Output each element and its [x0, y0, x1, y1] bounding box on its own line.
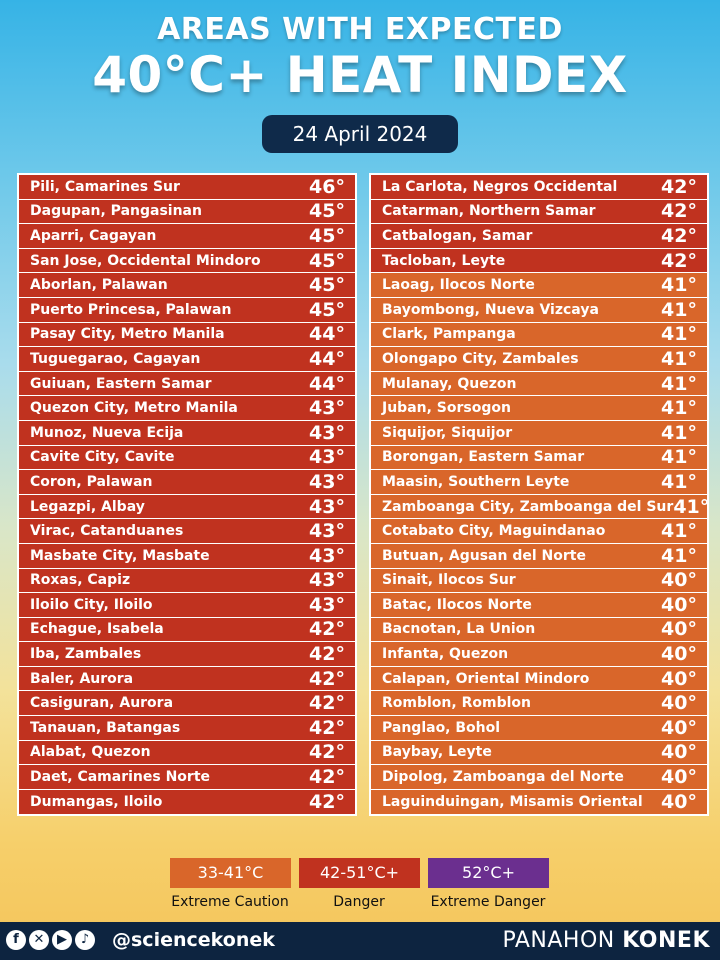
heat-index-value: 43° — [309, 544, 345, 567]
list-item — [371, 495, 710, 520]
list-item — [19, 273, 355, 298]
list-item — [19, 618, 355, 643]
list-item — [371, 298, 707, 323]
heat-index-value: 42° — [309, 667, 345, 690]
list-item — [19, 249, 355, 274]
heat-index-value: 41° — [661, 421, 697, 444]
list-item — [19, 175, 355, 200]
heat-index-value: 45° — [309, 200, 345, 223]
list-item — [19, 495, 355, 520]
place-name: Virac, Catanduanes — [30, 523, 184, 540]
place-name: Munoz, Nueva Ecija — [30, 424, 184, 441]
heat-index-value: 40° — [661, 593, 697, 616]
list-item — [371, 716, 707, 741]
place-name: Coron, Palawan — [30, 473, 153, 490]
heat-index-value: 45° — [309, 249, 345, 272]
list-item — [371, 569, 707, 594]
place-name: Maasin, Southern Leyte — [382, 473, 570, 490]
list-item — [19, 765, 355, 790]
list-item — [371, 667, 707, 692]
list-item — [19, 396, 355, 421]
place-name: Quezon City, Metro Manila — [30, 400, 238, 417]
place-name: Juban, Sorsogon — [382, 400, 511, 417]
place-name: Tanauan, Batangas — [30, 719, 181, 736]
heat-index-value: 45° — [309, 298, 345, 321]
list-item — [19, 593, 355, 618]
heat-index-value: 41° — [661, 397, 697, 420]
heat-index-value: 42° — [661, 200, 697, 223]
place-name: Laoag, Ilocos Norte — [382, 277, 535, 294]
heat-index-value: 40° — [661, 618, 697, 641]
list-item — [19, 323, 355, 348]
heat-index-value: 41° — [661, 372, 697, 395]
heat-index-value: 40° — [661, 643, 697, 666]
heat-index-value: 41° — [673, 495, 710, 518]
legend-extreme-box: 52°C+ — [428, 858, 549, 888]
place-name: Baler, Aurora — [30, 670, 134, 687]
list-item — [19, 716, 355, 741]
date-pill: 24 April 2024 — [262, 115, 458, 153]
heat-index-value: 43° — [309, 495, 345, 518]
list-item — [371, 470, 707, 495]
brand-part-1: PANAHON — [502, 928, 623, 953]
place-name: Bacnotan, La Union — [382, 621, 536, 638]
place-name: Dagupan, Pangasinan — [30, 203, 202, 220]
list-item — [371, 323, 707, 348]
footer-bar — [0, 922, 720, 960]
heat-index-value: 42° — [309, 643, 345, 666]
place-name: Siquijor, Siquijor — [382, 424, 513, 441]
place-name: Calapan, Oriental Mindoro — [382, 670, 590, 687]
list-item — [19, 298, 355, 323]
place-name: Legazpi, Albay — [30, 498, 145, 515]
list-item — [371, 175, 707, 200]
place-name: San Jose, Occidental Mindoro — [30, 252, 261, 269]
list-item — [371, 446, 707, 471]
place-name: Puerto Princesa, Palawan — [30, 301, 232, 318]
heat-index-value: 44° — [309, 372, 345, 395]
place-name: Panglao, Bohol — [382, 719, 501, 736]
title-line-2: 40°C+ HEAT INDEX — [92, 46, 628, 104]
place-name: Casiguran, Aurora — [30, 695, 174, 712]
heat-index-value: 40° — [661, 766, 697, 789]
list-item — [371, 421, 707, 446]
heat-index-value: 42° — [309, 766, 345, 789]
heat-index-value: 42° — [661, 249, 697, 272]
list-item — [371, 224, 707, 249]
heat-index-value: 41° — [661, 323, 697, 346]
right-column-list — [369, 173, 709, 816]
left-column-list — [17, 173, 357, 816]
heat-index-value: 42° — [309, 692, 345, 715]
list-item — [19, 790, 355, 815]
heat-index-value: 41° — [661, 298, 697, 321]
place-name: Bayombong, Nueva Vizcaya — [382, 301, 599, 318]
list-item — [19, 741, 355, 766]
heat-index-value: 41° — [661, 470, 697, 493]
place-name: Romblon, Romblon — [382, 695, 531, 712]
legend-extreme-label: Extreme Danger — [430, 894, 546, 910]
heat-index-value: 40° — [661, 741, 697, 764]
place-name: Dumangas, Iloilo — [30, 794, 163, 811]
place-name: Zamboanga City, Zamboanga del Sur — [382, 498, 674, 515]
list-item — [19, 642, 355, 667]
place-name: Mulanay, Quezon — [382, 375, 517, 392]
place-name: Pasay City, Metro Manila — [30, 326, 225, 343]
heat-index-value: 42° — [309, 716, 345, 739]
social-handle[interactable]: @sciencekonek — [112, 929, 275, 951]
heat-index-value: 41° — [661, 544, 697, 567]
list-item — [19, 569, 355, 594]
place-name: La Carlota, Negros Occidental — [382, 178, 618, 195]
heat-index-value: 44° — [309, 323, 345, 346]
heat-index-value: 42° — [309, 791, 345, 814]
place-name: Iba, Zambales — [30, 646, 142, 663]
list-item — [19, 347, 355, 372]
place-name: Clark, Pampanga — [382, 326, 516, 343]
heat-index-value: 41° — [661, 274, 697, 297]
place-name: Olongapo City, Zambales — [382, 350, 579, 367]
place-name: Guiuan, Eastern Samar — [30, 375, 212, 392]
place-name: Pili, Camarines Sur — [30, 178, 180, 195]
heat-index-value: 41° — [661, 446, 697, 469]
list-item — [19, 200, 355, 225]
heat-index-value: 40° — [661, 667, 697, 690]
heat-index-value: 40° — [661, 791, 697, 814]
brand-part-2: KONEK — [622, 928, 710, 953]
social-icons — [6, 930, 95, 950]
heat-index-value: 42° — [661, 224, 697, 247]
place-name: Tacloban, Leyte — [382, 252, 506, 269]
list-item — [371, 642, 707, 667]
list-item — [371, 519, 707, 544]
list-item — [19, 667, 355, 692]
place-name: Daet, Camarines Norte — [30, 769, 211, 786]
place-name: Catbalogan, Samar — [382, 227, 533, 244]
list-item — [19, 372, 355, 397]
heat-index-value: 45° — [309, 224, 345, 247]
place-name: Aparri, Cagayan — [30, 227, 157, 244]
place-name: Aborlan, Palawan — [30, 277, 168, 294]
heat-index-value: 44° — [309, 347, 345, 370]
list-item — [371, 273, 707, 298]
heat-index-value: 41° — [661, 347, 697, 370]
list-item — [371, 347, 707, 372]
list-item — [371, 372, 707, 397]
heat-index-value: 43° — [309, 397, 345, 420]
heat-index-value: 40° — [661, 692, 697, 715]
heat-index-value: 40° — [661, 716, 697, 739]
list-item — [371, 691, 707, 716]
heat-index-value: 42° — [661, 175, 697, 198]
heat-index-value: 40° — [661, 569, 697, 592]
heat-index-value: 42° — [309, 618, 345, 641]
place-name: Baybay, Leyte — [382, 744, 492, 761]
title-line-1: AREAS WITH EXPECTED — [157, 12, 563, 47]
youtube-icon[interactable]: ▶ — [52, 930, 72, 950]
place-name: Catarman, Northern Samar — [382, 203, 596, 220]
place-name: Laguinduingan, Misamis Oriental — [382, 794, 643, 811]
list-item — [19, 421, 355, 446]
heat-index-value: 46° — [309, 175, 345, 198]
list-item — [19, 544, 355, 569]
list-item — [371, 765, 707, 790]
list-item — [371, 741, 707, 766]
heat-index-value: 43° — [309, 520, 345, 543]
list-item — [19, 446, 355, 471]
list-item — [371, 544, 707, 569]
heat-index-value: 43° — [309, 470, 345, 493]
heat-index-value: 43° — [309, 593, 345, 616]
place-name: Alabat, Quezon — [30, 744, 151, 761]
place-name: Cavite City, Cavite — [30, 449, 175, 466]
list-item — [19, 691, 355, 716]
list-item — [371, 200, 707, 225]
place-name: Roxas, Capiz — [30, 572, 131, 589]
heat-index-value: 43° — [309, 569, 345, 592]
legend-danger-label: Danger — [333, 894, 385, 910]
heat-index-value: 41° — [661, 520, 697, 543]
facebook-icon[interactable]: f — [6, 930, 26, 950]
list-item — [19, 224, 355, 249]
legend-caution-label: Extreme Caution — [171, 894, 289, 910]
list-item — [371, 790, 707, 815]
list-item — [371, 618, 707, 643]
list-item — [371, 396, 707, 421]
place-name: Borongan, Eastern Samar — [382, 449, 585, 466]
list-item — [19, 519, 355, 544]
x-icon[interactable]: ✕ — [29, 930, 49, 950]
tiktok-icon[interactable]: ♪ — [75, 930, 95, 950]
place-name: Iloilo City, Iloilo — [30, 596, 153, 613]
place-name: Tuguegarao, Cagayan — [30, 350, 201, 367]
place-name: Cotabato City, Maguindanao — [382, 523, 606, 540]
heat-index-value: 43° — [309, 446, 345, 469]
list-item — [19, 470, 355, 495]
place-name: Sinait, Ilocos Sur — [382, 572, 516, 589]
brand-logo — [503, 928, 710, 953]
place-name: Echague, Isabela — [30, 621, 164, 638]
legend-caution-box: 33-41°C — [170, 858, 291, 888]
heat-index-value: 45° — [309, 274, 345, 297]
heat-index-value: 42° — [309, 741, 345, 764]
place-name: Infanta, Quezon — [382, 646, 509, 663]
place-name: Batac, Ilocos Norte — [382, 596, 532, 613]
place-name: Dipolog, Zamboanga del Norte — [382, 769, 624, 786]
list-item — [371, 593, 707, 618]
place-name: Masbate City, Masbate — [30, 547, 210, 564]
legend-danger-box: 42-51°C+ — [299, 858, 420, 888]
list-item — [371, 249, 707, 274]
heat-index-value: 43° — [309, 421, 345, 444]
place-name: Butuan, Agusan del Norte — [382, 547, 586, 564]
